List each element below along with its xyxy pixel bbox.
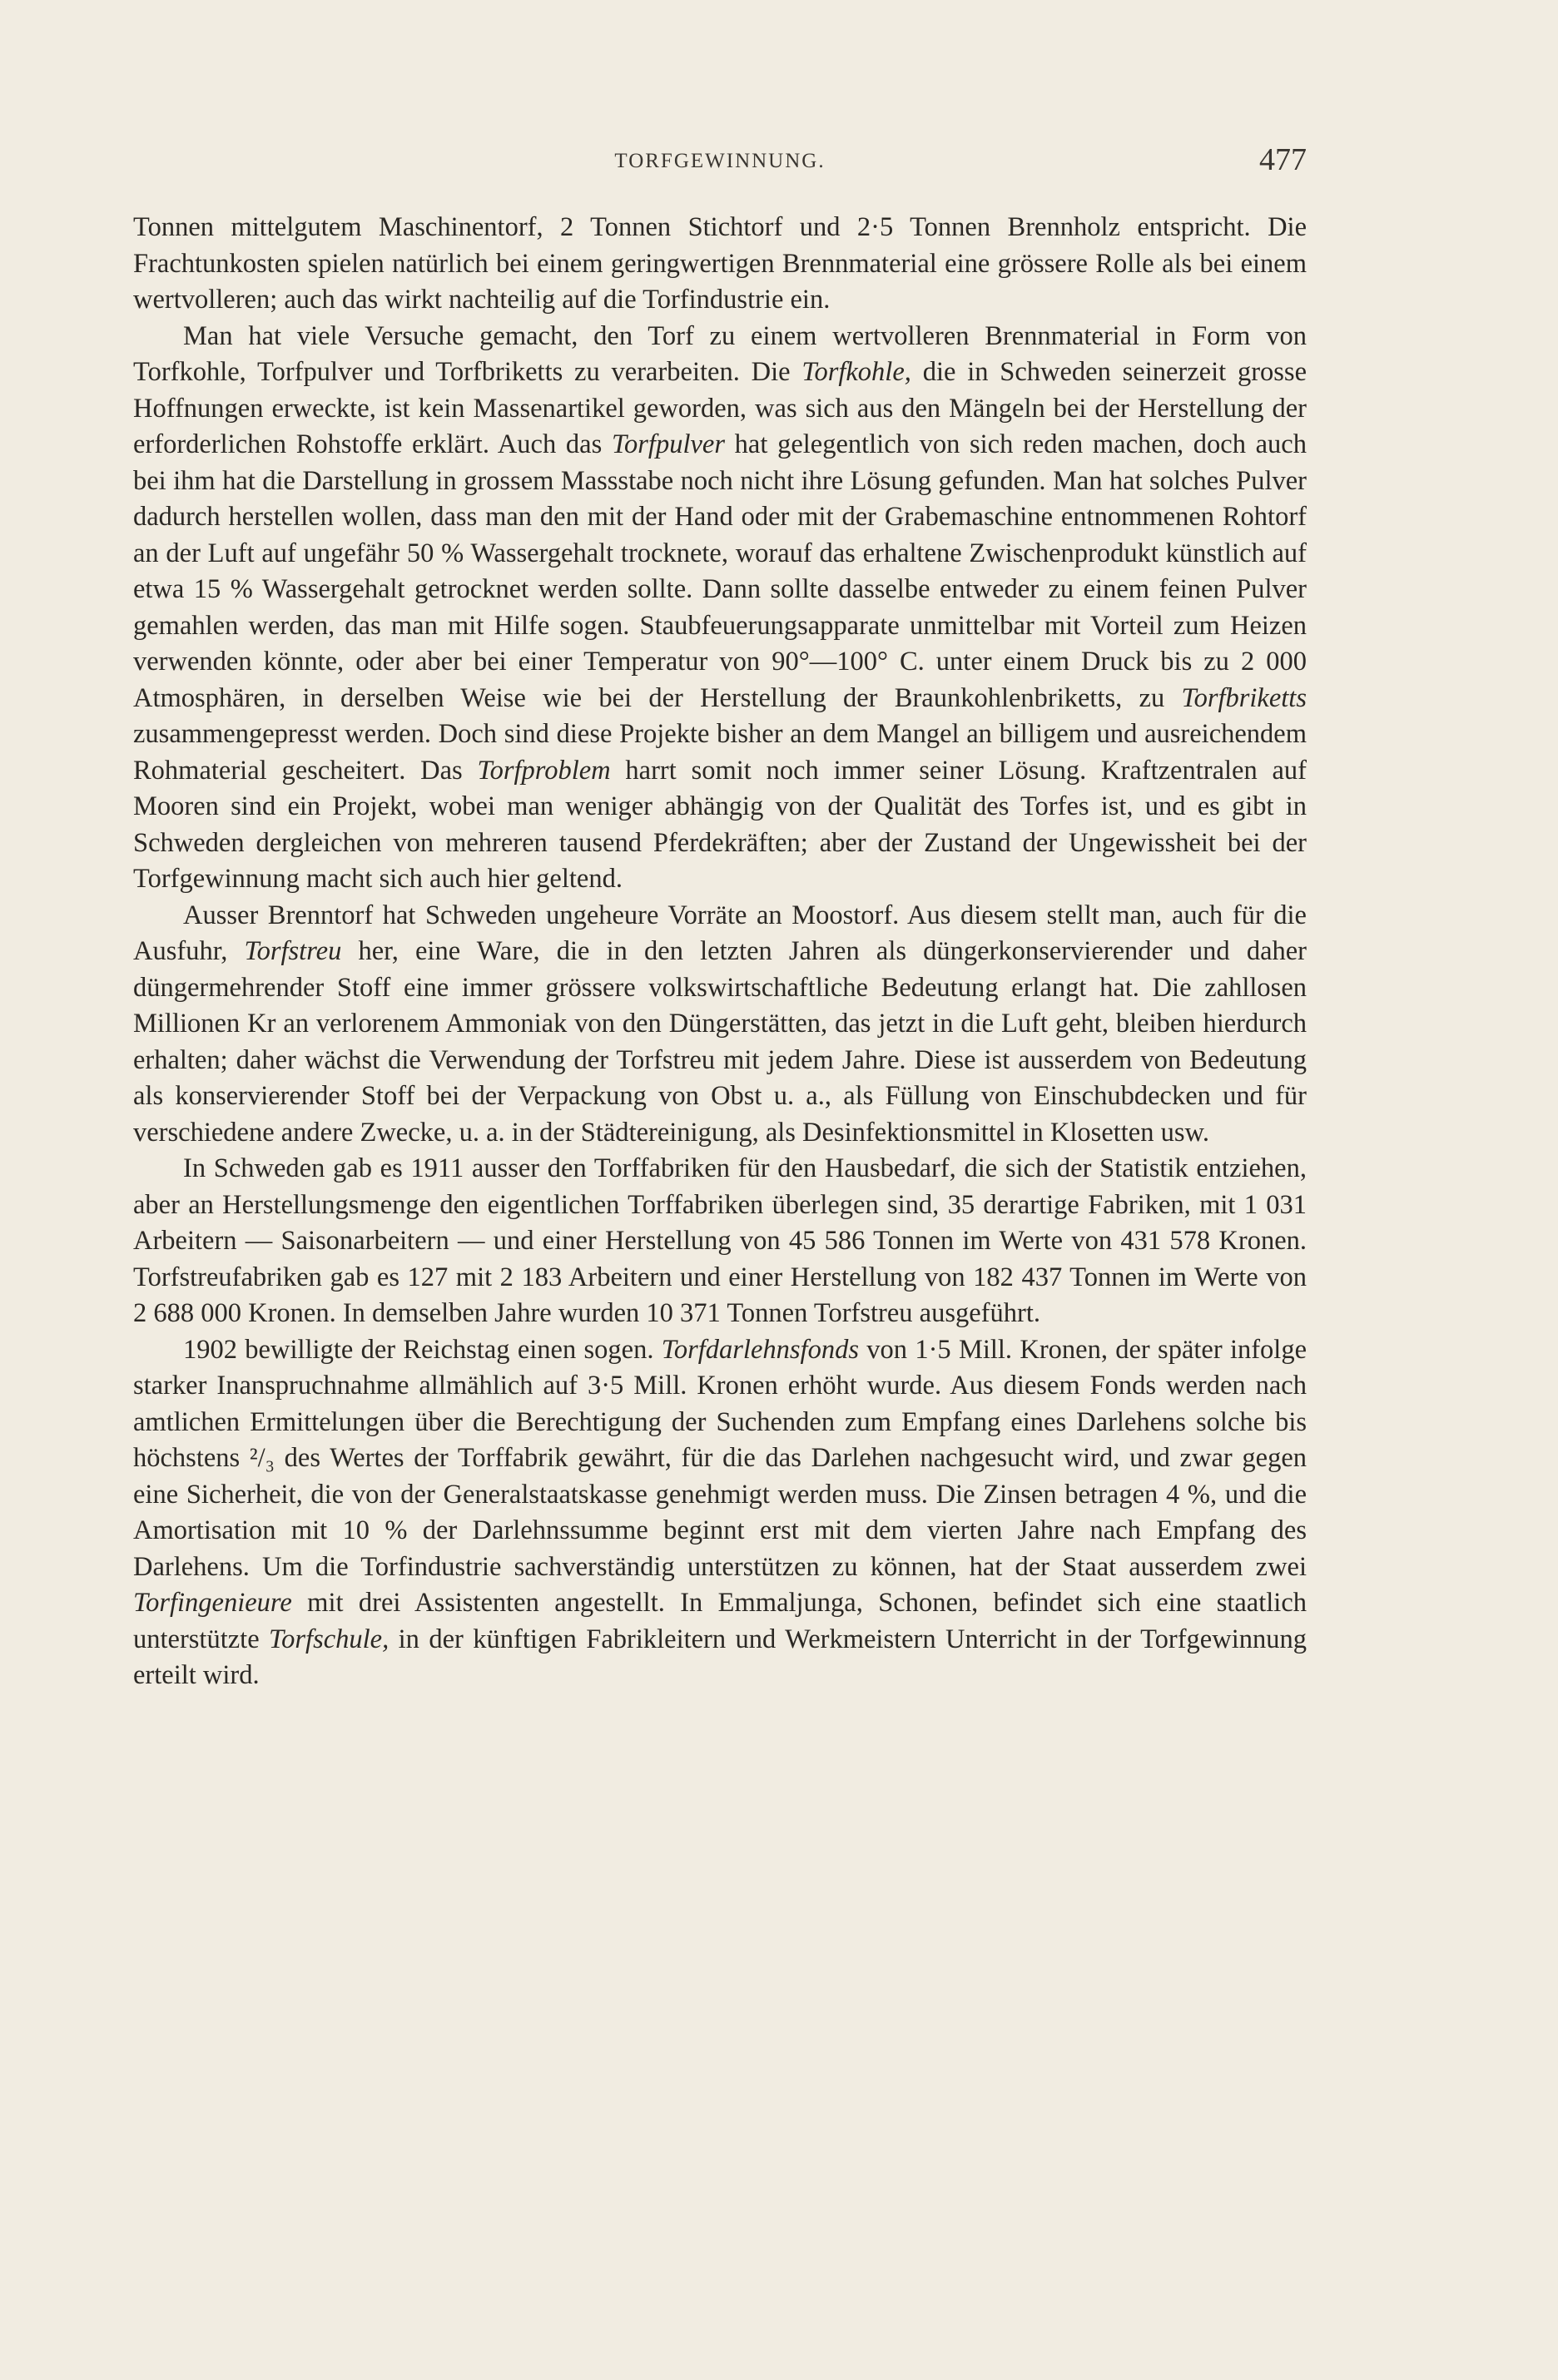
text-run: Man hat viele Versuche gemacht, den Torf zu einem wertvolleren Brennmaterial in Form von Torfkohle, Torfpulver und Torfbriketts zu verarbeiten. Die <box>133 320 1307 387</box>
emphasis-torfproblem: Torfproblem <box>477 755 611 786</box>
paragraph-3 <box>133 898 1307 1152</box>
emphasis-torfkohle: Torfkohle, <box>801 357 911 387</box>
emphasis-torfingenieure: Torfingenieure <box>133 1588 292 1618</box>
text-run: her, eine Ware, die in den letzten Jahren als düngerkonservierender und daher düngermehrender Stoff eine immer grössere volkswirtschaftliche Bedeutung erlangt hat. Die zahllosen Millionen Kr an verlorenem Ammoniak von den Düngerstätten, das jetzt in die Luft geht, bleiben hierdurch erhalten; daher wächst die Verwendung der Torfstreu mit jedem Jahre. Diese ist ausserdem von Bedeutung als konservierender Stoff bei der Verpackung von Obst u. a., als Füllung von Einschubdecken und für verschiedene andere Zwecke, u. a. in der Städtereinigung, als Desinfektionsmittel in Klosetten usw. <box>133 936 1307 1148</box>
text-run: mit drei Assistenten angestellt. In Emmaljunga, Schonen, befindet sich eine staatlich unterstützte <box>133 1588 1307 1654</box>
text-run: harrt somit noch immer seiner Lösung. Kraftzentralen auf Mooren sind ein Projekt, wobei man weniger abhängig von der Qualität des Torfes ist, und es gibt in Schweden dergleichen von mehreren tausend Pferdekräften; aber der Zustand der Ungewissheit bei der Torfgewinnung macht sich auch hier geltend. <box>133 755 1307 894</box>
text-run: die in Schweden seinerzeit grosse Hoffnungen erweckte, ist kein Massenartikel geworden, was sich aus den Mängeln bei der Herstellung der erforderlichen Rohstoffe erklärt. Auch das <box>133 357 1307 459</box>
emphasis-torfbriketts: Torfbriketts <box>1181 682 1307 713</box>
text-run: von 1·5 Mill. Kronen, der später infolge starker Inanspruchnahme allmählich auf 3·5 Mill. Kronen erhöht wurde. Aus diesem Fonds werden nach amtlichen Ermittelungen über die Berechtigung der Suchenden zum Empfang eines Darlehens solche bis höchstens ²/₃ des Wertes der Torffabrik gewährt, für die das Darlehen nachgesucht wird, und zwar gegen eine Sicherheit, die von der Generalstaatskasse genehmigt werden muss. Die Zinsen betragen 4 %, und die Amortisation mit 10 % der Darlehnssumme beginnt erst mit dem vierten Jahre nach Empfang des Darlehens. Um die Torfindustrie sachverständig unterstützen zu können, hat der Staat ausserdem zwei <box>133 1334 1307 1582</box>
paragraph-4: In Schweden gab es 1911 ausser den Torffabriken für den Hausbedarf, die sich der Statistik entziehen, aber an Herstellungsmenge den eigentlichen Torffabriken überlegen sind, 35 derartige Fabriken, mit 1 031 Arbeitern — Saisonarbeitern — und einer Herstellung von 45 586 Tonnen im Werte von 431 578 Kronen. Torfstreufabriken gab es 127 mit 2 183 Arbeitern und einer Herstellung von 182 437 Tonnen im Werte von 2 688 000 Kronen. In demselben Jahre wurden 10 371 Tonnen Torfstreu ausgeführt. <box>133 1153 1307 1328</box>
text-run: Ausser Brenntorf hat Schweden ungeheure Vorräte an Moostorf. Aus diesem stellt man, auch für die Ausfuhr, <box>133 900 1307 966</box>
paragraph-2 <box>133 319 1307 898</box>
emphasis-torfpulver: Torfpulver <box>611 429 725 459</box>
emphasis-torfdarlehnsfonds: Torfdarlehnsfonds <box>661 1334 859 1365</box>
body-text <box>133 210 1307 1694</box>
page-header <box>133 141 1307 191</box>
page-number: 477 <box>1259 142 1307 177</box>
emphasis-torfschule: Torfschule, <box>269 1624 390 1654</box>
paragraph-5 <box>133 1332 1307 1694</box>
paragraph-1: Tonnen mittelgutem Maschinentorf, 2 Tonnen Stichtorf und 2·5 Tonnen Brennholz entspricht. Die Frachtunkosten spielen natürlich bei einem geringwertigen Brennmaterial eine grössere Rolle als bei einem wertvolleren; auch das wirkt nachteilig auf die Torfindustrie ein. <box>133 212 1307 315</box>
text-run: hat gelegentlich von sich reden machen, doch auch bei ihm hat die Darstellung in grossem Massstabe noch nicht ihre Lösung gefunden. Man hat solches Pulver dadurch herstellen wollen, dass man den mit der Hand oder mit der Grabemaschine entnommenen Rohtorf an der Luft auf ungefähr 50 % Wassergehalt trocknete, worauf das erhaltene Zwischenprodukt künstlich auf etwa 15 % Wassergehalt getrocknet werden sollte. Dann sollte dasselbe entweder zu einem feinen Pulver gemahlen werden, das man mit Hilfe sogen. Staubfeuerungsapparate unmittelbar mit Vorteil zum Heizen verwenden könnte, oder aber bei einer Temperatur von 90°—100° C. unter einem Druck bis zu 2 000 Atmosphären, in derselben Weise wie bei der Herstellung der Braunkohlenbriketts, zu <box>133 429 1307 713</box>
text-run: in der künftigen Fabrikleitern und Werkmeistern Unterricht in der Torfgewinnung erteilt wird. <box>133 1624 1307 1690</box>
running-title: TORFGEWINNUNG. <box>614 150 826 172</box>
text-run: 1902 bewilligte der Reichstag einen sogen. <box>183 1334 662 1365</box>
text-run: zusammengepresst werden. Doch sind diese Projekte bisher an dem Mangel an billigem und ausreichendem Rohmaterial gescheitert. Das <box>133 719 1307 786</box>
emphasis-torfstreu: Torfstreu <box>244 936 342 966</box>
